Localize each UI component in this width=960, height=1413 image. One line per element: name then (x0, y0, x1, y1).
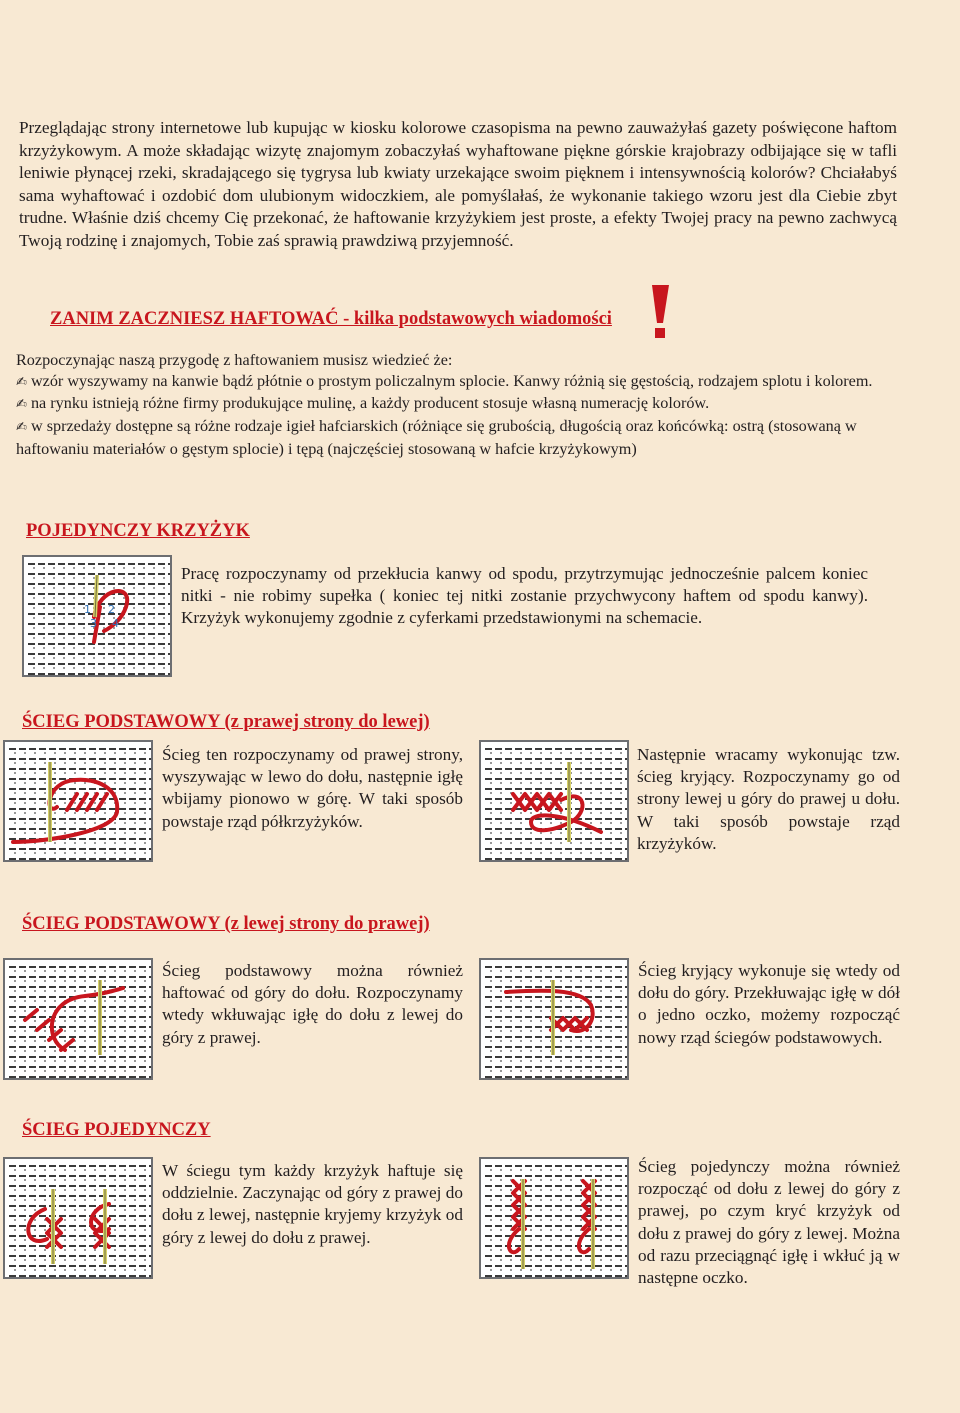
covering-stitch-row-illustration (481, 742, 627, 860)
intro-paragraph: Przeglądając strony internetowe lub kupując w kiosku kolorowe czasopisma na pewno zauważyłaś gazety poświęcone haftom krzyżykowym. A może składając wizytę znajomym zobaczyłaś wyhaftowane piękne górskie krajobrazy odbijające się w tafli leniwie płynącej rzeki, skradającego się tygrysa lub kwiaty urzekające swoim pięknem i intensywnością kolorów? Chciałabyś sama wyhaftować i ozdobić dom ulubionym widoczkiem, ale pomyślałaś, że wykonanie takiego wzoru jest dla Ciebie zbyt trudne. Właśnie dziś chcemy Cię przekonać, że haftowanie krzyżykiem jest proste, a efekty Twojej pracy na pewno zachwycą Twoją rodzinę i znajomych, Tobie zaś sprawią prawdziwą przyjemność. (19, 118, 897, 250)
basic-rtl-left-text: Ścieg ten rozpoczynamy od prawej strony, wyszywając w lewo do dołu, następnie igłę wbijamy pionowo w górę. W taki sposób powstaje rząd półkrzyżyków. (162, 745, 463, 831)
single-cross-text: Pracę rozpoczynamy od przekłucia kanwy od spodu, przytrzymując jednocześnie palcem koniec nitki - nie robimy supełka ( koniec tej nitki zostanie przychwycony haftem od spodu kanwy). Krzyżyk wykonujemy zgodnie z cyferkami przedstawionymi na schemacie. (181, 564, 868, 628)
basic-ltr-heading: ŚCIEG PODSTAWOWY (z lewej strony do prawej) (22, 914, 430, 934)
half-cross-row-illustration (5, 742, 151, 860)
stitch-number: 2 (108, 603, 115, 616)
basic-ltr-left-text: Ścieg podstawowy można również haftować od góry do dołu. Rozpoczynamy wtedy wkłuwając igłę do dołu z lewej do góry z prawej. (162, 961, 463, 1047)
basic-rtl-heading: ŚCIEG PODSTAWOWY (z prawej strony do lewej) (22, 712, 430, 732)
vertical-cross-column-illustration (481, 1159, 627, 1277)
basic-rtl-diagram-left (3, 740, 153, 862)
single-cross-diagram (22, 555, 172, 677)
writing-hand-icon: ✍ (16, 420, 27, 436)
single-stitch-diagram-right (479, 1157, 629, 1279)
list-item: ✍ w sprzedaży dostępne są różne rodzaje igieł hafciarskich (różniące się grubością, długością oraz końcówką: ostrą (stosowaną w haftowaniu materiałów o gęstym splocie) i tępą (najczęściej stosowaną w hafcie krzyżykowym) (16, 417, 857, 458)
stitch-number: 1 (84, 603, 91, 616)
basic-rtl-right-text: Następnie wracamy wykonując tzw. ścieg kryjący. Rozpoczynamy go od strony lewej u góry do prawej u dołu. W taki sposób powstaje rząd krzyżyków. (637, 745, 900, 853)
covering-stitch-upward-illustration (481, 960, 627, 1078)
single-stitch-heading: ŚCIEG POJEDYNCZY (22, 1120, 211, 1140)
basics-lead: Rozpoczynając naszą przygodę z haftowaniem musisz wiedzieć że: (16, 351, 453, 369)
basic-ltr-diagram-right (479, 958, 629, 1080)
single-cross-illustration (24, 557, 170, 675)
single-stitch-diagram-left (3, 1157, 153, 1279)
stitch-number: 3 (90, 617, 97, 630)
single-cross-heading: POJEDYNCZY KRZYŻYK (26, 521, 250, 541)
basic-ltr-diagram-left (3, 958, 153, 1080)
single-stitch-right-text: Ścieg pojedynczy można również rozpocząć od dołu z lewej do góry z prawej, po czym kryć krzyżyk od dołu z prawej do góry z lewej. Można od razu przeciągnąć igłę i wkłuć ją w następne oczko. (638, 1157, 900, 1288)
basics-list (16, 350, 896, 460)
list-item: ✍ na rynku istnieją różne firmy produkujące mulinę, a każdy producent stosuje własną numerację kolorów. (16, 394, 710, 413)
writing-hand-icon: ✍ (16, 374, 27, 390)
single-stitch-left-text: W ściegu tym każdy krzyżyk haftuje się oddzielnie. Zaczynając od góry z prawej do dołu z lewej, następnie kryjemy krzyżyk od góry z lewej do dołu z prawej. (162, 1161, 463, 1247)
exclamation-icon (648, 283, 672, 343)
basics-heading: ZANIM ZACZNIESZ HAFTOWAĆ - kilka podstawowych wiadomości (50, 309, 612, 329)
stitch-number: 4 (112, 617, 119, 630)
individual-cross-illustration (5, 1159, 151, 1277)
list-item: ✍ wzór wyszywamy na kanwie bądź płótnie o prostym policzalnym splocie. Kanwy różnią się gęstością, rodzajem splotu i kolorem. (16, 371, 873, 390)
basic-rtl-diagram-right (479, 740, 629, 862)
diagonal-stitch-illustration (5, 960, 151, 1078)
writing-hand-icon: ✍ (16, 397, 27, 413)
basic-ltr-right-text: Ścieg kryjący wykonuje się wtedy od dołu do góry. Przekłuwając igłę w dół o jedno oczko, możemy rozpocząć nowy rząd ściegów podstawowych. (638, 961, 900, 1047)
